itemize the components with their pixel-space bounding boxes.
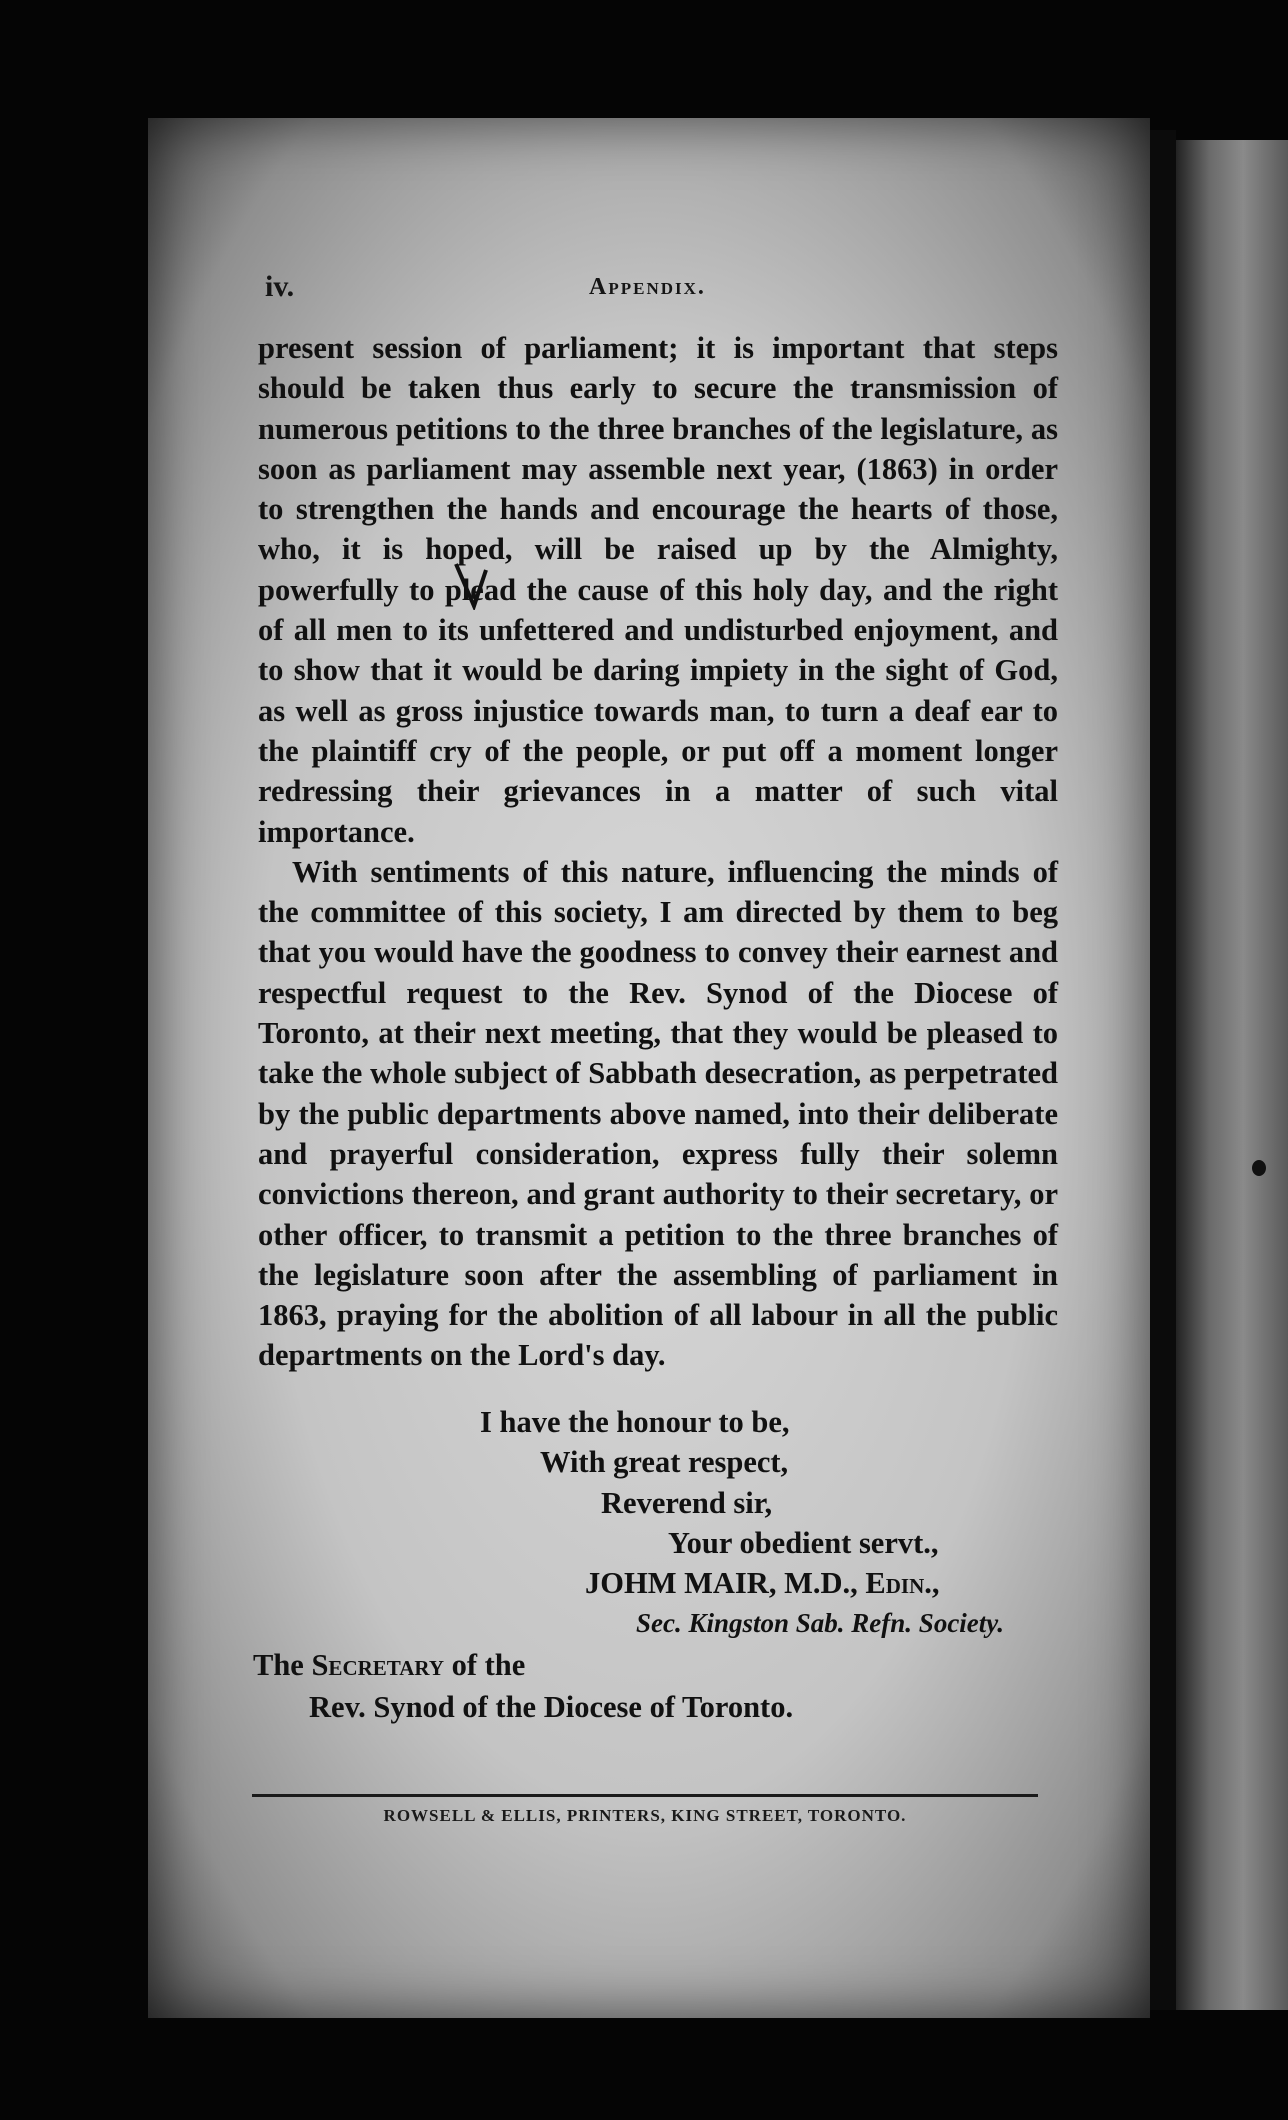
paragraph-request: With sentiments of this nature, influencing the minds of the committee of this society, I am directed by them to beg that you would have the goodness to convey their earnest and respectful request to the Rev. Synod of the Diocese of Toronto, at their next meeting, that they would be pleased to take the whole subject of Sabbath desecration, as perpetrated by the public departments above named, into their deliberate and prayerful consideration, express fully their solemn convictions thereon, and grant authority to their secretary, or other officer, to transmit a petition to the three branches of the legislature soon after the assembling of parliament in 1863, praying for the abolition of all labour in all the public departments on the Lord's day. [258, 854, 1058, 1373]
closing-line: With great respect, [540, 1445, 789, 1480]
page-header [265, 270, 1065, 314]
addressee-prefix: The [253, 1648, 312, 1682]
running-head: Appendix. [589, 274, 706, 300]
closing-line: I have the honour to be, [480, 1405, 790, 1439]
signature-name: JOHM MAIR, M.D., [585, 1566, 866, 1601]
ink-blot-mark [1252, 1160, 1266, 1176]
adjacent-page-edge [1176, 140, 1288, 2010]
paragraph-continued: present session of parliament; it is important that steps should be taken thus early to secure the transmission of numerous petitions to the three branches of the legislature, as soon as parliament may assemble next year, (1863) in order to strengthen the hands and encourage the hearts of those, who, it is hoped, will be raised up by the Almighty, powerfully to plead the cause of this holy day, and the right of all men to its unfettered and undisturbed enjoyment, and to show that it would be daring impiety in the sight of God, as well as gross injustice towards man, to turn a deaf ear to the plaintiff cry of the people, or put off a moment longer redressing their grievances in a matter of such vital importance. [258, 331, 1058, 849]
signature-degree: Edin., [865, 1566, 940, 1601]
signature-title: Sec. Kingston Sab. Refn. Society. [636, 1608, 1005, 1639]
addressee-title: Secretary [311, 1648, 444, 1682]
addressee-block [253, 1644, 793, 1728]
footer-rule [252, 1794, 1038, 1797]
letter-closing [258, 1402, 1058, 1644]
page-number: iv. [265, 270, 295, 303]
handwritten-caret-mark [452, 560, 492, 610]
letter-body [258, 328, 1058, 1376]
closing-valediction: Your obedient servt., [668, 1525, 939, 1560]
printer-imprint: ROWSELL & ELLIS, PRINTERS, KING STREET, TORONTO. [383, 1806, 907, 1825]
addressee-suffix: of the [443, 1648, 526, 1682]
addressee-line [253, 1644, 793, 1686]
page-gutter-shadow [1150, 130, 1176, 2010]
closing-salutation: Reverend sir, [601, 1485, 773, 1520]
signature [258, 1563, 1058, 1603]
addressee-line: Rev. Synod of the Diocese of Toronto. [309, 1690, 794, 1724]
